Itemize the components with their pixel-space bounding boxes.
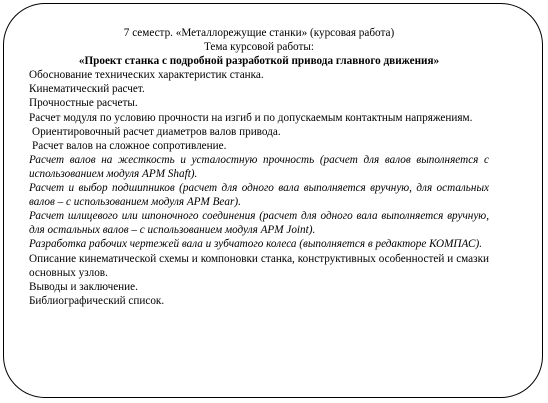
list-item: Разработка рабочих чертежей вала и зубчатого колеса (выполняется в редакторе КОМПАС). <box>29 238 483 251</box>
list-item: Обоснование технических характеристик станка. <box>29 69 264 82</box>
topic-title: «Проект станка с подробной разработкой привода главного движения» <box>78 55 440 68</box>
list-item: Кинематический расчет. <box>29 83 145 96</box>
list-item: Прочностные расчеты. <box>29 97 138 110</box>
list-item: Расчет валов на жесткость и усталостную прочность (расчет для валов выполняется с использованием модуля APM Shaft). <box>29 153 489 180</box>
list-item: Расчет валов на сложное сопротивление. <box>32 139 227 152</box>
list-item: Расчет и выбор подшипников (расчет для одного вала выполняется вручную, для остальных валов – с использованием модуля APM Bear). <box>29 182 489 209</box>
topic-label: Тема курсовой работы: <box>204 41 314 54</box>
list-item: Расчет модуля по условию прочности на изгиб и по допускаемым контактным напряжениям. <box>29 111 473 124</box>
list-item: Выводы и заключение. <box>29 280 138 293</box>
list-item: Расчет шлицевого или шпоночного соединения (расчет для одного вала выполняется вручную, для остальных валов – с использованием модуля APM Joint). <box>29 210 489 237</box>
list-item: Описание кинематической схемы и компоновки станка, конструктивных особенностей и смазки основных узлов. <box>29 252 489 279</box>
list-item: Ориентировочный расчет диаметров валов привода. <box>32 125 281 138</box>
semester-heading: 7 семестр. «Металлорежущие станки» (курсовая работа) <box>123 27 395 39</box>
list-item: Библиографический список. <box>29 294 165 307</box>
document-body <box>29 26 489 308</box>
